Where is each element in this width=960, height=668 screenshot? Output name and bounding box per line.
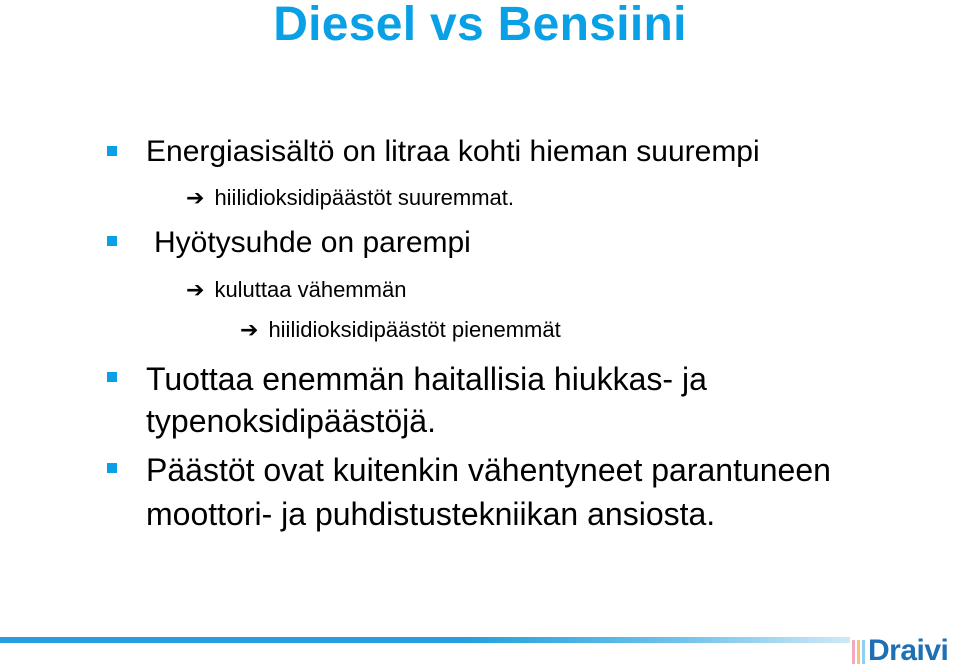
- sub-item-co2-higher: [186, 185, 514, 212]
- sub-item-label: kuluttaa vähemmän: [214, 277, 407, 302]
- arrow-right-icon: ➔: [186, 278, 205, 303]
- sub-item-label: hiilidioksidipäästöt suuremmat.: [214, 185, 515, 210]
- bullet-item-emissions-line2: moottori- ja puhdistustekniikan ansiosta.: [146, 496, 716, 532]
- logo-text: Draivi: [868, 634, 949, 667]
- arrow-right-icon: ➔: [240, 318, 259, 343]
- bullet-item-particles-line2: typenoksidipäästöjä.: [146, 403, 436, 439]
- sub-item-label: hiilidioksidipäästöt pienemmät: [268, 317, 561, 342]
- sub-item-co2-lower: [240, 317, 561, 344]
- bullet-icon: [107, 236, 117, 246]
- logo-stripe: [857, 640, 860, 664]
- bullet-icon: [107, 146, 117, 156]
- bullet-icon: [107, 463, 117, 473]
- logo-stripe: [862, 640, 865, 664]
- slide-title: Diesel vs Bensiini: [273, 0, 687, 51]
- bullet-item-efficiency: Hyötysuhde on parempi: [154, 226, 471, 259]
- arrow-right-icon: ➔: [186, 186, 205, 211]
- footer-bar: [0, 637, 850, 643]
- sub-item-consumes-less: [186, 277, 406, 304]
- draivi-logo: [852, 634, 958, 668]
- logo-stripe: [852, 640, 855, 664]
- bullet-icon: [107, 372, 117, 382]
- bullet-item-emissions-line1: Päästöt ovat kuitenkin vähentyneet parantuneen: [146, 452, 831, 488]
- bullet-item-particles-line1: Tuottaa enemmän haitallisia hiukkas- ja: [146, 361, 707, 397]
- bullet-item-energy: Energiasisältö on litraa kohti hieman suurempi: [146, 135, 760, 168]
